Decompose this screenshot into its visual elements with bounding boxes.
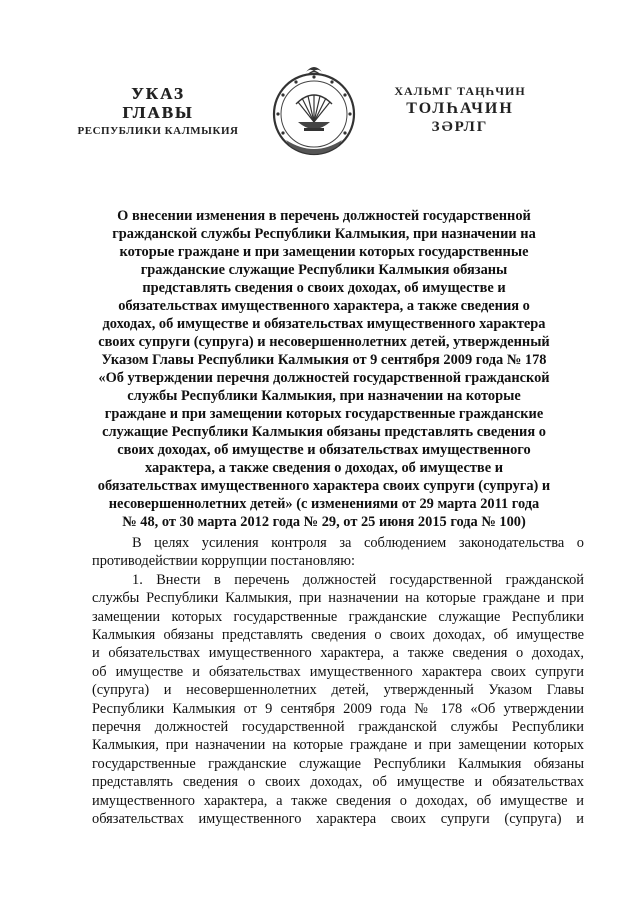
title-line: граждане и при замещении которых государственные гражданские bbox=[104, 406, 544, 422]
body-line: об имуществе и обязательствах имущественного характера своих супруги bbox=[92, 663, 584, 680]
header-kalmyk-line-1: ХАЛЬМГ ТАҢҺЧИН bbox=[394, 84, 526, 98]
title-line: своих супруги (супруга) и несовершеннолетних детей, утвержденный bbox=[98, 334, 550, 350]
title-line: «Об утверждении перечня должностей государственной гражданской bbox=[98, 370, 550, 386]
title-line: гражданские служащие Республики Калмыкия обязаны bbox=[140, 262, 508, 278]
body-line: Калмыкия, при назначении на которые граждане и при замещении которых bbox=[92, 737, 584, 754]
title-line: представлять сведения о своих доходах, об имуществе и bbox=[142, 280, 506, 296]
header-kalmyk-line-2: ТОЛҺАЧИН bbox=[406, 100, 514, 117]
body-line: замещении которых государственные гражданские служащие Республики bbox=[92, 608, 584, 625]
header-republic-name: РЕСПУБЛИКИ КАЛМЫКИЯ bbox=[77, 125, 239, 137]
title-line: служащие Республики Калмыкия обязаны представлять сведения о bbox=[102, 424, 546, 440]
body-line: имущественного характера, а также сведения о доходах, об имуществе и bbox=[92, 792, 584, 809]
title-line: которые граждане и при замещении которых государственные bbox=[119, 244, 529, 260]
title-line: Указом Главы Республики Калмыкия от 9 сентября 2009 года № 178 bbox=[101, 352, 547, 368]
title-line: характера, а также сведения о доходах, об имуществе и bbox=[145, 460, 503, 476]
title-line: своих доходах, об имуществе и обязательствах имущественного bbox=[117, 442, 531, 458]
header-kalmyk-line-3: ЗӘРЛГ bbox=[431, 119, 489, 135]
body-line: Калмыкия обязаны представлять сведения о своих доходах, об имуществе bbox=[92, 627, 584, 644]
decree-header-kalmyk bbox=[360, 84, 560, 136]
header-word-head: ГЛАВЫ bbox=[122, 103, 194, 122]
body-line: Республики Калмыкия от 9 сентября 2009 года № 178 «Об утверждении bbox=[92, 700, 584, 717]
decree-title bbox=[88, 207, 560, 531]
title-line: О внесении изменения в перечень должностей государственной bbox=[117, 208, 531, 224]
header-word-decree: УКАЗ bbox=[131, 84, 185, 103]
body-line: (супруга) и несовершеннолетних детей, утвержденный Указом Главы bbox=[92, 682, 584, 699]
body-line: перечня должностей государственной гражданской службы Республики bbox=[92, 719, 584, 736]
kalmykia-coat-of-arms-icon bbox=[268, 62, 360, 162]
body-line: 1. Внести в перечень должностей государственной гражданской bbox=[132, 571, 584, 588]
body-line: и обязательствах имущественного характера, а также сведения о доходах, bbox=[92, 645, 584, 662]
title-line: № 48, от 30 марта 2012 года № 29, от 25 июня 2015 года № 100) bbox=[122, 514, 526, 530]
title-line: обязательствах имущественного характера, а также сведения о bbox=[118, 298, 530, 314]
title-line: несовершеннолетних детей» (с изменениями от 29 марта 2011 года bbox=[108, 496, 540, 512]
decree-body bbox=[92, 534, 584, 829]
decree-header-russian bbox=[58, 84, 258, 138]
body-line: В целях усиления контроля за соблюдением законодательства о bbox=[132, 535, 584, 551]
body-line: обязательствах имущественного характера своих супруги (супруга) и bbox=[92, 811, 584, 828]
title-line: обязательствах имущественного характера своих супруги (супруга) и bbox=[97, 478, 551, 494]
title-line: доходах, об имуществе и обязательствах имущественного характера bbox=[102, 316, 546, 332]
title-line: гражданской службы Республики Калмыкия, при назначении на bbox=[112, 226, 536, 242]
title-line: службы Республики Калмыкия, при назначении на которые bbox=[127, 388, 521, 404]
body-line: представлять сведения о своих доходах, об имуществе и обязательствах bbox=[92, 774, 584, 791]
body-line: государственные гражданские служащие Республики Калмыкия обязаны bbox=[92, 755, 584, 772]
body-line: службы Республики Калмыкия, при назначении на которые граждане и при bbox=[92, 590, 584, 607]
body-line: противодействии коррупции постановляю: bbox=[92, 553, 356, 570]
